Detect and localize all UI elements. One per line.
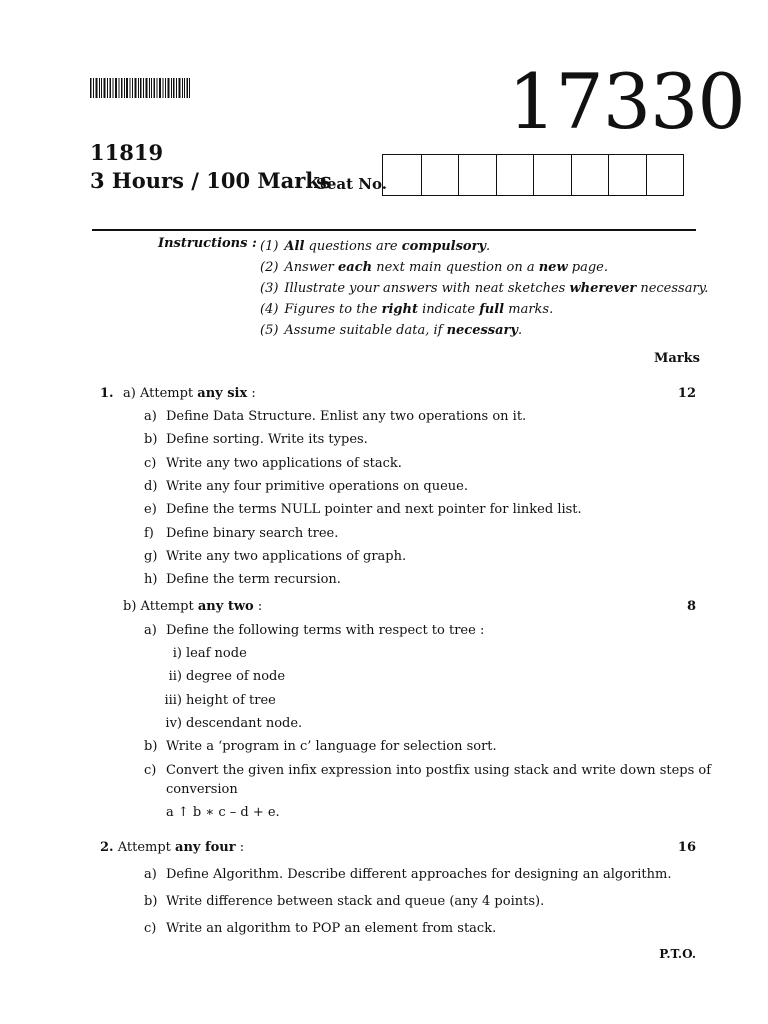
- item-label: i): [172, 646, 182, 661]
- instruction-text: marks.: [504, 302, 554, 317]
- list-item: [144, 549, 406, 564]
- seat-number-box[interactable]: [496, 155, 534, 195]
- item-text: Define the following terms with respect to tree :: [166, 623, 485, 638]
- item-label: iii): [164, 692, 182, 708]
- instruction-text: next main question on a: [372, 260, 539, 275]
- paper-code: 11819: [90, 140, 164, 165]
- instruction-item: [260, 236, 708, 257]
- instruction-text: Illustrate your answers with neat sketches: [284, 281, 570, 296]
- section-label: b): [123, 599, 137, 614]
- instruction-number: (2): [260, 260, 279, 275]
- list-item: [144, 432, 368, 447]
- item-text: descendant node.: [186, 715, 303, 731]
- section-prefix: Attempt: [140, 599, 198, 614]
- instruction-text: .: [517, 323, 523, 338]
- item-label: e): [144, 502, 157, 518]
- seat-number-box[interactable]: [646, 155, 684, 195]
- item-text: Define Data Structure. Enlist any two operations on it.: [166, 409, 527, 424]
- marks-value: 16: [677, 840, 696, 855]
- barcode: [90, 78, 190, 98]
- instruction-text: Figures to the: [284, 302, 382, 317]
- page-turn-over: P.T.O.: [659, 947, 696, 961]
- question-1b-c-line2: conversion: [166, 782, 238, 797]
- seat-number-box[interactable]: [533, 155, 571, 195]
- instruction-item: [260, 278, 708, 299]
- instruction-text: Assume suitable data, if: [284, 323, 447, 338]
- instruction-text: necessary: [446, 323, 518, 338]
- item-label: c): [144, 921, 157, 936]
- instruction-text: necessary.: [636, 281, 709, 296]
- item-label: a): [144, 867, 157, 882]
- instruction-number: (3): [260, 281, 279, 296]
- seat-number-box[interactable]: [383, 155, 421, 195]
- instruction-text: new: [538, 260, 568, 275]
- list-item: [144, 526, 338, 541]
- item-label: iv): [165, 715, 182, 731]
- instruction-number: (5): [260, 323, 279, 338]
- item-label: c): [144, 455, 157, 471]
- duration-marks: 3 Hours / 100 Marks: [90, 168, 332, 193]
- item-text: Write any two applications of stack.: [166, 455, 402, 471]
- section-label: a): [123, 386, 136, 401]
- question-1b-b: [144, 739, 497, 754]
- list-item: [144, 456, 402, 471]
- item-label: f): [144, 525, 154, 541]
- seat-number-box[interactable]: [571, 155, 609, 195]
- section-heading: [123, 386, 256, 401]
- instruction-text: All: [284, 239, 305, 254]
- item-text: leaf node: [186, 646, 247, 661]
- item-label: b): [144, 739, 158, 754]
- item-text: Write an algorithm to POP an element from stack.: [166, 921, 497, 936]
- instruction-text: wherever: [569, 281, 637, 296]
- item-text: height of tree: [186, 692, 276, 708]
- list-item: [144, 409, 526, 424]
- question-1b-c: [144, 763, 711, 778]
- seat-number-box[interactable]: [458, 155, 496, 195]
- list-item: [158, 693, 276, 708]
- item-text: Write any four primitive operations on queue.: [166, 478, 468, 494]
- item-text: degree of node: [186, 669, 286, 685]
- item-text: Define binary search tree.: [166, 525, 339, 541]
- question-number: 2.: [100, 840, 114, 855]
- item-label: b): [144, 894, 158, 909]
- list-item: [144, 572, 341, 587]
- marks-value: 8: [686, 599, 696, 614]
- instruction-text: Answer: [284, 260, 339, 275]
- marks-value: 12: [677, 386, 696, 401]
- list-item: [158, 646, 247, 661]
- item-text: Write difference between stack and queue (any 4 points).: [166, 894, 545, 909]
- instruction-text: page.: [567, 260, 608, 275]
- list-item: [158, 716, 302, 731]
- instruction-text: .: [485, 239, 491, 254]
- list-item: [144, 502, 582, 517]
- section-bold: any six: [197, 386, 248, 401]
- item-label: g): [144, 548, 158, 564]
- item-text: Define the term recursion.: [166, 572, 341, 588]
- instruction-text: indicate: [417, 302, 480, 317]
- list-item: [144, 867, 671, 882]
- item-label: b): [144, 432, 158, 448]
- section-prefix: Attempt: [117, 840, 176, 855]
- section-heading: [100, 840, 244, 855]
- section-bold: any four: [175, 840, 236, 855]
- section-suffix: :: [235, 840, 245, 855]
- section-prefix: Attempt: [139, 386, 198, 401]
- question-number: 1.: [100, 386, 114, 401]
- section-suffix: :: [253, 599, 263, 614]
- infix-expression: a ↑ b ∗ c – d + e.: [166, 805, 280, 820]
- instruction-number: (4): [260, 302, 279, 317]
- item-label: d): [144, 478, 158, 494]
- instructions-label: Instructions :: [158, 236, 257, 251]
- instruction-text: questions are: [304, 239, 402, 254]
- item-label: a): [144, 409, 157, 424]
- section-suffix: :: [247, 386, 256, 401]
- instruction-item: [260, 320, 708, 341]
- item-text: Write a ‘program in c’ language for selection sort.: [166, 739, 497, 754]
- seat-number-box[interactable]: [608, 155, 646, 195]
- seat-number-boxes[interactable]: [382, 154, 684, 196]
- instruction-text: full: [479, 302, 505, 317]
- instruction-number: (1): [260, 239, 279, 254]
- list-item: [158, 669, 285, 684]
- question-1b-a: [144, 623, 484, 638]
- instruction-text: each: [338, 260, 373, 275]
- item-text: Convert the given infix expression into postfix using stack and write down steps of: [166, 763, 712, 778]
- instructions-list: [260, 236, 708, 341]
- list-item: [144, 479, 468, 494]
- item-text: Define Algorithm. Describe different approaches for designing an algorithm.: [166, 867, 672, 882]
- paper-number-large: 17330: [508, 57, 745, 146]
- section-heading: [123, 599, 262, 614]
- header-divider: [92, 229, 696, 231]
- item-text: Define sorting. Write its types.: [166, 432, 368, 448]
- instruction-text: compulsory: [401, 239, 486, 254]
- seat-number-box[interactable]: [421, 155, 459, 195]
- item-label: a): [144, 623, 157, 638]
- item-text: Define the terms NULL pointer and next pointer for linked list.: [166, 502, 582, 518]
- item-label: c): [144, 763, 157, 778]
- item-label: ii): [168, 669, 182, 685]
- instruction-item: [260, 299, 708, 320]
- instruction-item: [260, 257, 708, 278]
- section-bold: any two: [197, 599, 254, 614]
- item-label: h): [144, 572, 158, 588]
- list-item: [144, 894, 544, 909]
- item-text: Write any two applications of graph.: [166, 548, 407, 564]
- marks-heading: Marks: [654, 351, 700, 366]
- seat-number-label: Seat No.: [316, 175, 387, 193]
- list-item: [144, 921, 496, 936]
- instruction-text: right: [381, 302, 418, 317]
